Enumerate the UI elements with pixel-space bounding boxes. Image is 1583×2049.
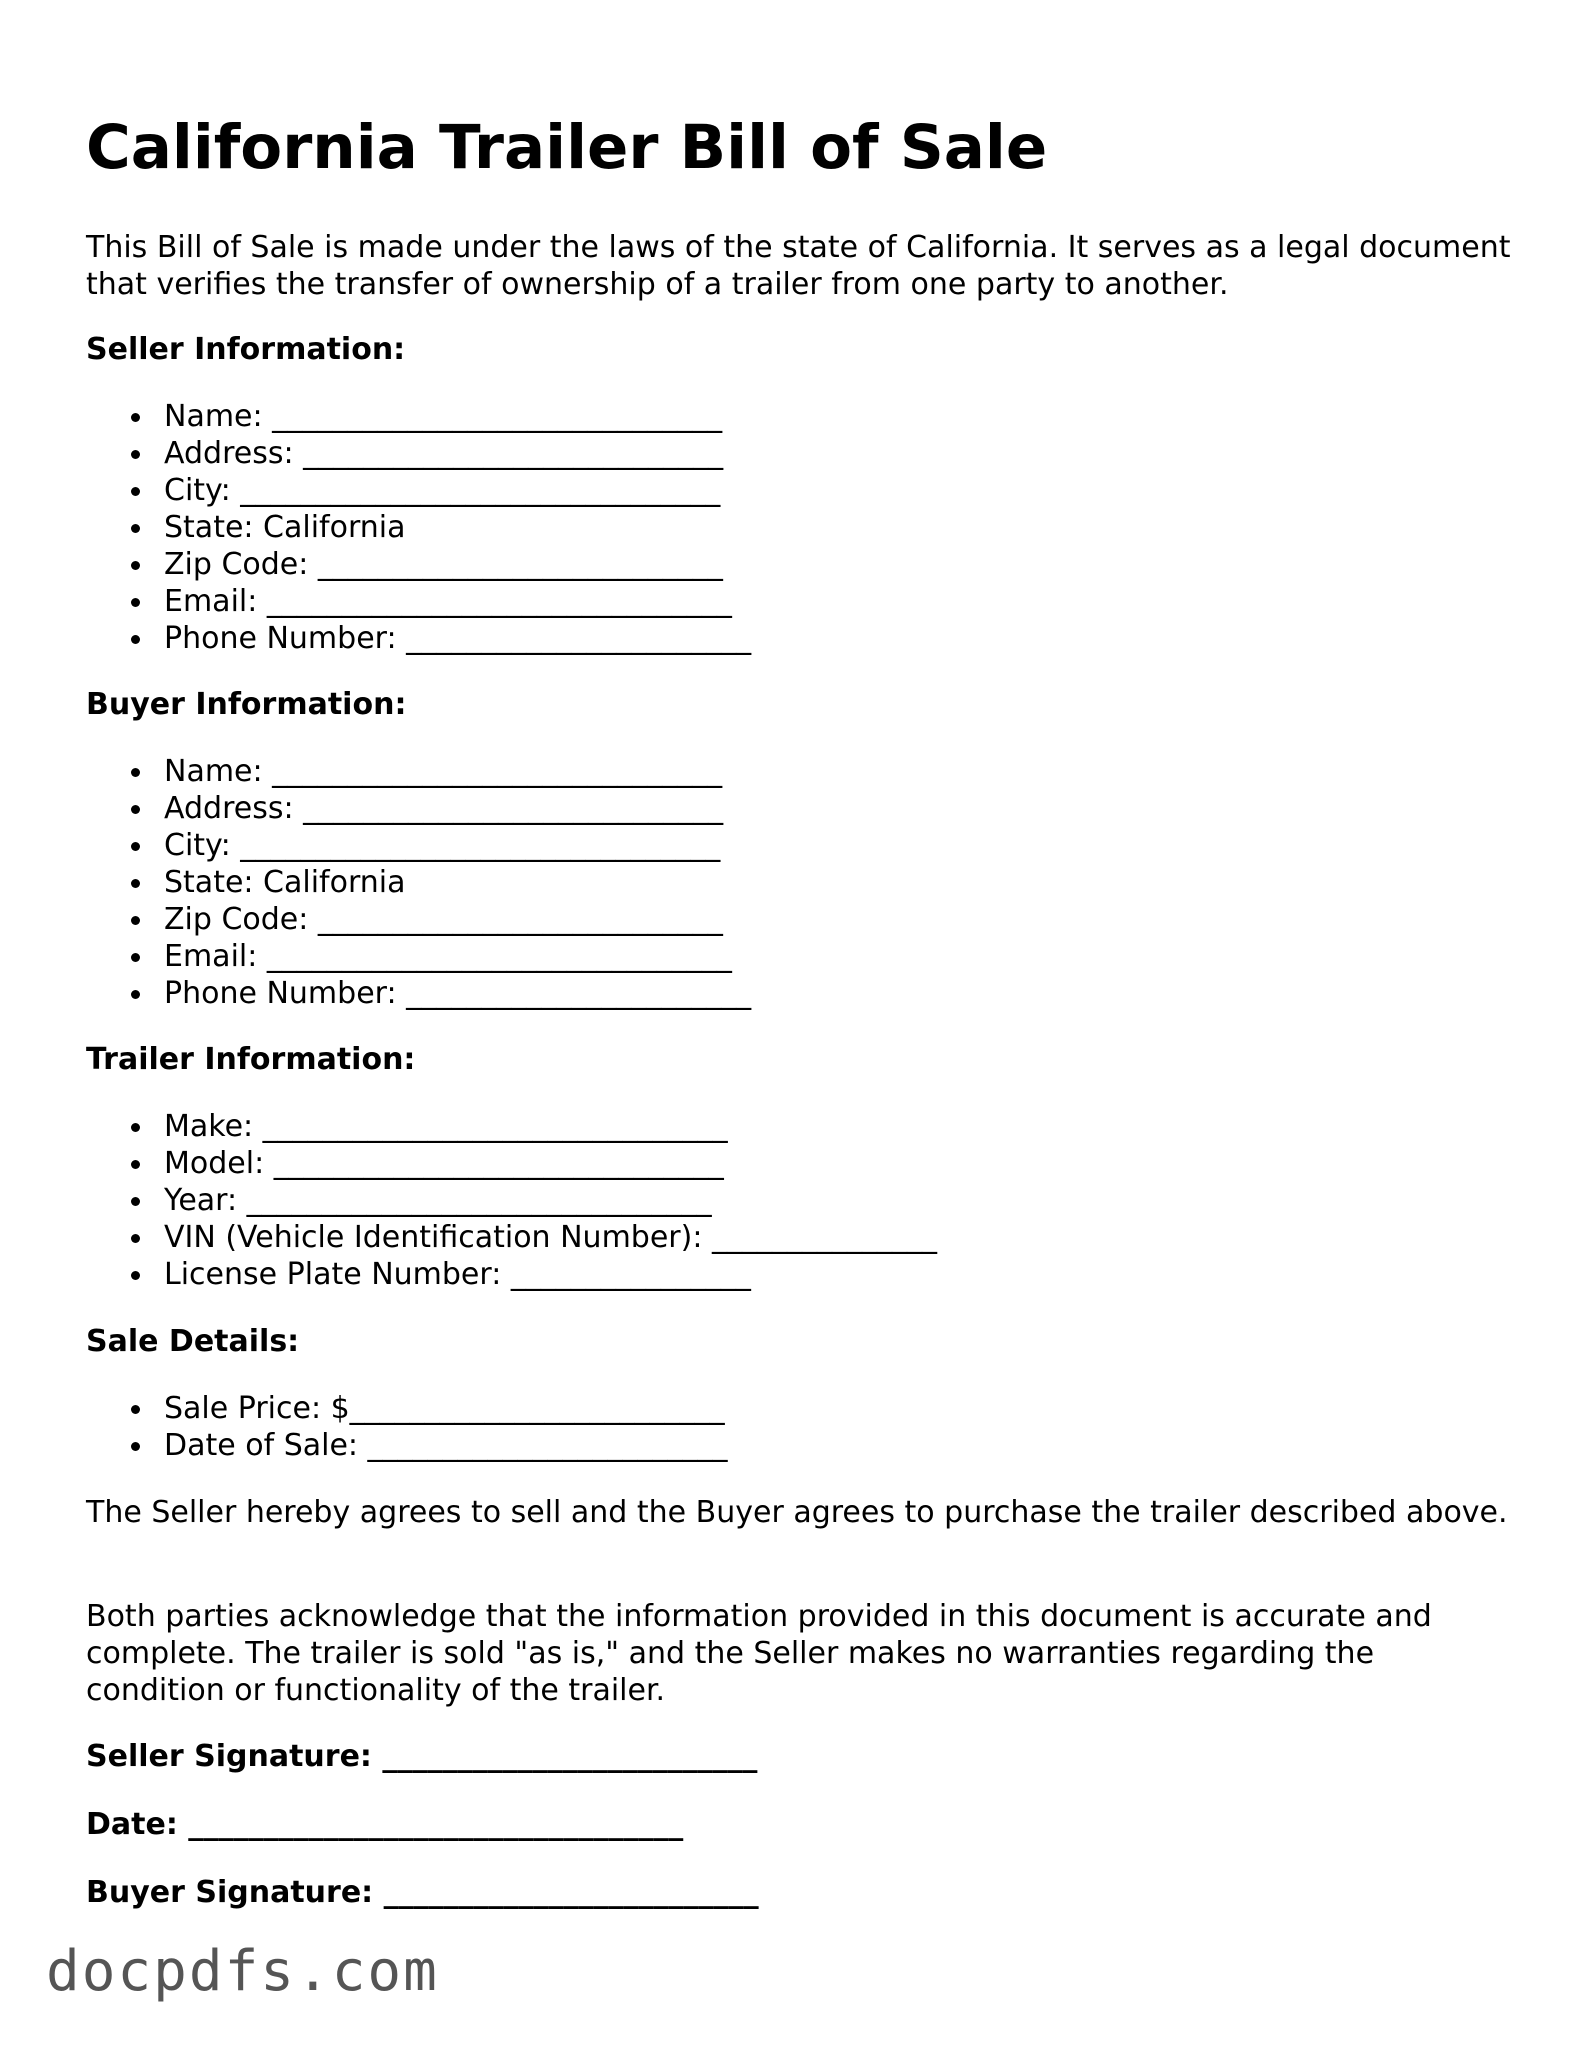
seller-email-field[interactable]: Email: _______________________________ bbox=[86, 583, 751, 620]
trailer-fields-list bbox=[86, 1108, 937, 1293]
buyer-city-field[interactable]: City: ________________________________ bbox=[86, 827, 751, 864]
buyer-email-field[interactable]: Email: _______________________________ bbox=[86, 938, 751, 975]
seller-phone-field[interactable]: Phone Number: _______________________ bbox=[86, 620, 751, 657]
sale-heading: Sale Details: bbox=[86, 1324, 300, 1359]
sale-price-field[interactable]: Sale Price: $_________________________ bbox=[86, 1390, 728, 1427]
buyer-heading: Buyer Information: bbox=[86, 687, 407, 722]
seller-name-field[interactable]: Name: ______________________________ bbox=[86, 398, 751, 435]
buyer-zip-field[interactable]: Zip Code: ___________________________ bbox=[86, 901, 751, 938]
page-title: California Trailer Bill of Sale bbox=[86, 112, 1048, 183]
date-signature-line[interactable]: Date: _________________________________ bbox=[86, 1807, 684, 1842]
agreement-paragraph: The Seller hereby agrees to sell and the Buyer agrees to purchase the trailer described above. bbox=[86, 1495, 1508, 1530]
seller-signature-line[interactable]: Seller Signature: _________________________ bbox=[86, 1739, 758, 1774]
trailer-make-field[interactable]: Make: _______________________________ bbox=[86, 1108, 937, 1145]
seller-zip-field[interactable]: Zip Code: ___________________________ bbox=[86, 546, 751, 583]
seller-heading: Seller Information: bbox=[86, 332, 406, 367]
intro-paragraph: This Bill of Sale is made under the laws of the state of California. It serves as a legal document that verifies the transfer of ownership of a trailer from one party to another. bbox=[86, 230, 1511, 302]
trailer-plate-field[interactable]: License Plate Number: ________________ bbox=[86, 1256, 937, 1293]
seller-fields-list bbox=[86, 398, 751, 657]
acknowledgement-paragraph: Both parties acknowledge that the information provided in this document is accurate and complete. The trailer is sold "as is," and the Seller makes no warranties regarding the condition or functionality of the trailer. bbox=[86, 1599, 1432, 1708]
trailer-vin-field[interactable]: VIN (Vehicle Identification Number): _______________ bbox=[86, 1219, 937, 1256]
trailer-model-field[interactable]: Model: ______________________________ bbox=[86, 1145, 937, 1182]
buyer-address-field[interactable]: Address: ____________________________ bbox=[86, 790, 751, 827]
buyer-state-field: State: California bbox=[86, 864, 751, 901]
seller-address-field[interactable]: Address: ____________________________ bbox=[86, 435, 751, 472]
buyer-phone-field[interactable]: Phone Number: _______________________ bbox=[86, 975, 751, 1012]
watermark-text: docpdfs.com bbox=[46, 1939, 439, 2004]
sale-fields-list bbox=[86, 1390, 728, 1464]
seller-state-field: State: California bbox=[86, 509, 751, 546]
buyer-signature-line[interactable]: Buyer Signature: _________________________ bbox=[86, 1875, 759, 1910]
seller-city-field[interactable]: City: ________________________________ bbox=[86, 472, 751, 509]
trailer-year-field[interactable]: Year: _______________________________ bbox=[86, 1182, 937, 1219]
buyer-fields-list bbox=[86, 753, 751, 1012]
buyer-name-field[interactable]: Name: ______________________________ bbox=[86, 753, 751, 790]
trailer-heading: Trailer Information: bbox=[86, 1042, 416, 1077]
sale-date-field[interactable]: Date of Sale: ________________________ bbox=[86, 1427, 728, 1464]
